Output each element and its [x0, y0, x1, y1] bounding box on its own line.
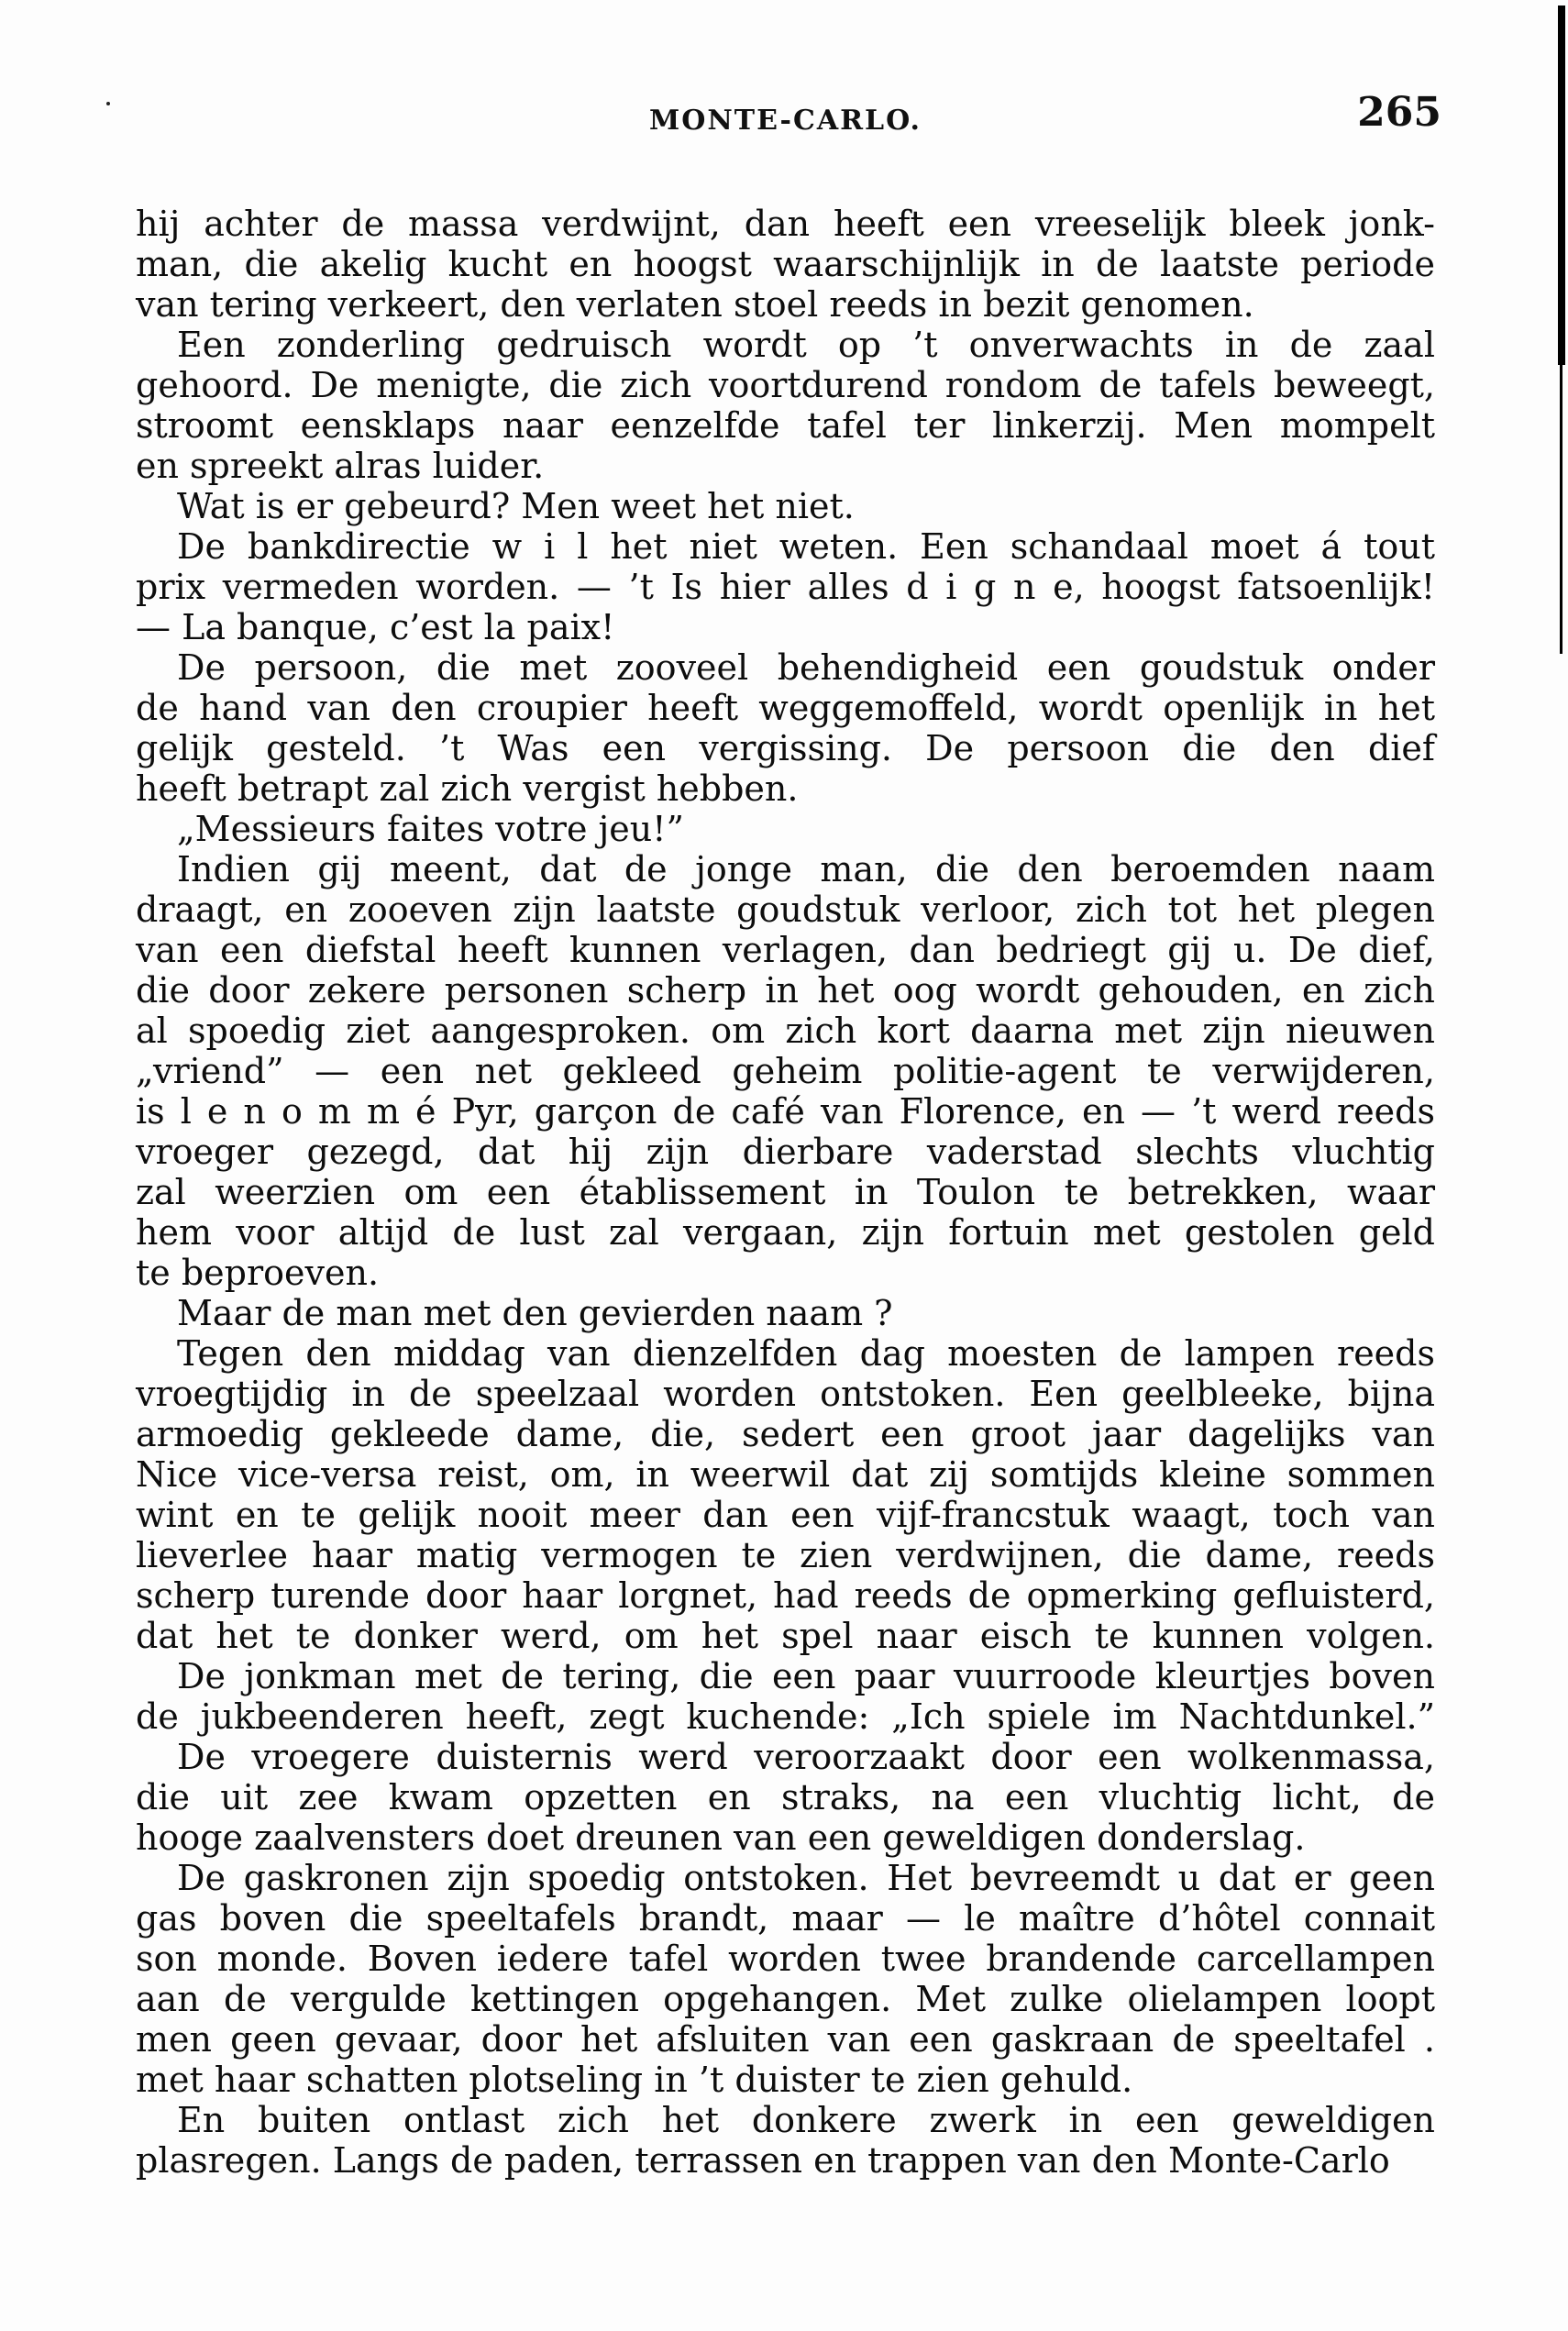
text-line: met haar schatten plotseling in ’t duister te zien gehuld.: [136, 2060, 1133, 2100]
text-line: vroegtijdig in de speelzaal worden ontstoken. Een geelbleeke, bijna: [136, 1374, 1435, 1414]
text-line: hem voor altijd de lust zal vergaan, zijn fortuin met gestolen geld: [136, 1212, 1435, 1253]
scan-speck: [106, 102, 110, 105]
text-line: son monde. Boven iedere tafel worden twee brandende carcellampen: [136, 1939, 1435, 1979]
text-line: te beproeven.: [136, 1253, 380, 1293]
text-line: hij achter de massa verdwijnt, dan heeft een vreeselijk bleek jonk-: [136, 204, 1435, 244]
text-line: van een diefstal heeft kunnen verlagen, dan bedriegt gij u. De dief,: [136, 930, 1435, 970]
scan-edge-line: [1558, 6, 1565, 365]
text-line: men geen gevaar, door het afsluiten van een gaskraan de speeltafel .: [136, 2019, 1435, 2060]
text-line: wint en te gelijk nooit meer dan een vijf-francstuk waagt, toch van: [136, 1495, 1435, 1535]
text-line: de jukbeenderen heeft, zegt kuchende: „Ich spiele im Nachtdunkel.”: [136, 1696, 1435, 1737]
text-line: man, die akelig kucht en hoogst waarschijnlijk in de laatste periode: [136, 244, 1435, 284]
text-line: armoedig gekleede dame, die, sedert een groot jaar dagelijks van: [136, 1414, 1435, 1454]
text-line: — La banque, c’est la paix!: [136, 607, 615, 647]
text-line: plasregen. Langs de paden, terrassen en trappen van den Monte-Carlo: [136, 2140, 1390, 2181]
text-line: al spoedig ziet aangesproken. om zich kort daarna met zijn nieuwen: [136, 1011, 1435, 1051]
text-line: Een zonderling gedruisch wordt op ’t onverwachts in de zaal: [177, 325, 1435, 365]
text-line: en spreekt alras luider.: [136, 446, 545, 486]
text-line: heeft betrapt zal zich vergist hebben.: [136, 768, 799, 809]
text-line: dat het te donker werd, om het spel naar eisch te kunnen volgen.: [136, 1616, 1435, 1656]
text-line: de hand van den croupier heeft weggemoffeld, wordt openlijk in het: [136, 688, 1435, 728]
text-line: van tering verkeert, den verlaten stoel reeds in bezit genomen.: [136, 284, 1254, 325]
text-line: Wat is er gebeurd? Men weet het niet.: [177, 486, 855, 526]
page-number: 265: [1357, 89, 1441, 136]
text-line: gas boven die speeltafels brandt, maar — le maître d’hôtel connait: [136, 1898, 1435, 1939]
body-text: [136, 204, 1435, 2181]
text-line: stroomt eensklaps naar eenzelfde tafel ter linkerzij. Men mompelt: [136, 405, 1435, 446]
running-header: MONTE-CARLO.: [649, 105, 922, 137]
text-line: „vriend” — een net gekleed geheim politie-agent te verwijderen,: [136, 1051, 1435, 1091]
text-line: De bankdirectie w i l het niet weten. Een schandaal moet á tout: [177, 526, 1435, 567]
text-line: lieverlee haar matig vermogen te zien verdwijnen, die dame, reeds: [136, 1535, 1435, 1575]
text-line: „Messieurs faites votre jeu!”: [177, 809, 684, 849]
text-line: Tegen den middag van dienzelfden dag moesten de lampen reeds: [177, 1333, 1435, 1374]
text-line: die uit zee kwam opzetten en straks, na een vluchtig licht, de: [136, 1777, 1435, 1817]
text-line: De vroegere duisternis werd veroorzaakt door een wolkenmassa,: [177, 1737, 1435, 1777]
text-line: Indien gij meent, dat de jonge man, die den beroemden naam: [177, 849, 1435, 889]
text-line: scherp turende door haar lorgnet, had reeds de opmerking gefluisterd,: [136, 1575, 1435, 1616]
text-line: aan de vergulde kettingen opgehangen. Met zulke olielampen loopt: [136, 1979, 1435, 2019]
text-line: draagt, en zooeven zijn laatste goudstuk verloor, zich tot het plegen: [136, 889, 1435, 930]
text-line: En buiten ontlast zich het donkere zwerk in een geweldigen: [177, 2100, 1435, 2140]
text-line: prix vermeden worden. — ’t Is hier alles d i g n e, hoogst fatsoenlijk!: [136, 567, 1435, 607]
text-line: gehoord. De menigte, die zich voortdurend rondom de tafels beweegt,: [136, 365, 1435, 405]
text-line: De jonkman met de tering, die een paar vuurroode kleurtjes boven: [177, 1656, 1435, 1696]
scan-edge-line: [1560, 365, 1562, 654]
text-line: zal weerzien om een établissement in Toulon te betrekken, waar: [136, 1172, 1435, 1212]
text-line: hooge zaalvensters doet dreunen van een geweldigen donderslag.: [136, 1817, 1306, 1858]
text-line: is l e n o m m é Pyr, garçon de café van Florence, en — ’t werd reeds: [136, 1091, 1435, 1132]
text-line: vroeger gezegd, dat hij zijn dierbare vaderstad slechts vluchtig: [136, 1132, 1435, 1172]
text-line: Nice vice-versa reist, om, in weerwil dat zij somtijds kleine sommen: [136, 1454, 1435, 1495]
text-line: gelijk gesteld. ’t Was een vergissing. De persoon die den dief: [136, 728, 1435, 768]
text-line: De gaskronen zijn spoedig ontstoken. Het bevreemdt u dat er geen: [177, 1858, 1435, 1898]
text-line: Maar de man met den gevierden naam ?: [177, 1293, 893, 1333]
text-line: die door zekere personen scherp in het oog wordt gehouden, en zich: [136, 970, 1435, 1011]
text-line: De persoon, die met zooveel behendigheid een goudstuk onder: [177, 647, 1435, 688]
